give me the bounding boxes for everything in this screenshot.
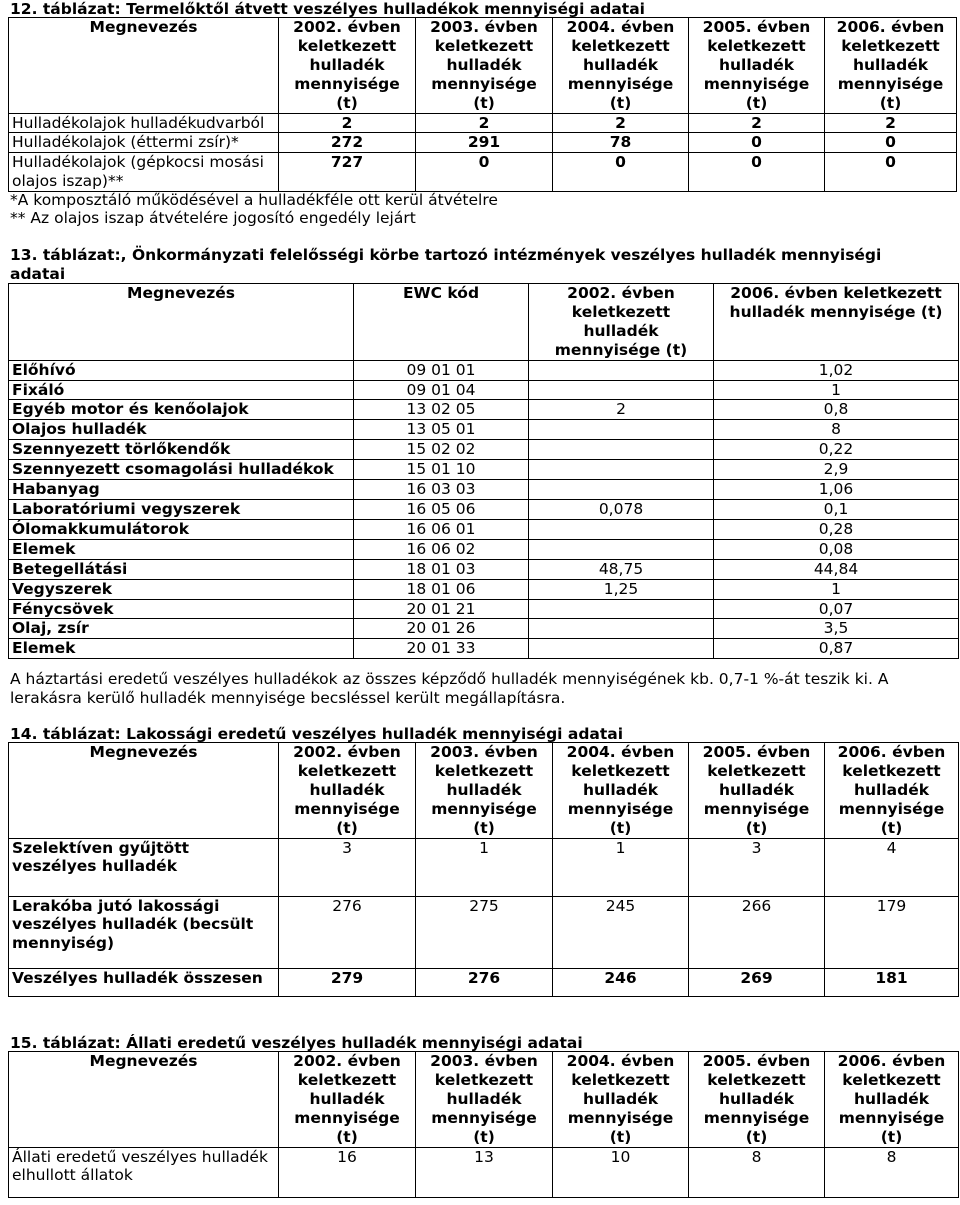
cell-value: 727 (279, 153, 416, 192)
row-label: Ólomakkumulátorok (9, 519, 354, 539)
ewc-code: 18 01 03 (354, 559, 529, 579)
row-label: Egyéb motor és kenőolajok (9, 400, 354, 420)
cell-value: 269 (689, 968, 825, 996)
table-row (9, 619, 959, 639)
cell-value: 266 (689, 896, 825, 968)
cell-value: 272 (279, 133, 416, 153)
cell-value-2006: 3,5 (714, 619, 959, 639)
cell-value: 0 (825, 133, 957, 153)
cell-value-2006: 0,1 (714, 499, 959, 519)
ewc-code: 20 01 33 (354, 639, 529, 659)
row-label: Hulladékolajok (éttermi zsír)* (9, 133, 279, 153)
cell-value: 0 (689, 153, 825, 192)
cell-value: 2 (689, 113, 825, 133)
row-label: Hulladékolajok (gépkocsi mosási olajos iszap)** (9, 153, 279, 192)
table-row (9, 499, 959, 519)
col-header: 2002. évben keletkezett hulladék mennyisége (t) (529, 284, 714, 361)
table-12-note-2: ** Az olajos iszap átvételére jogosító engedély lejárt (10, 209, 416, 227)
col-header: 2002. évben keletkezett hulladék mennyisége (t) (279, 18, 416, 114)
cell-value: 2 (553, 113, 689, 133)
table-row (9, 639, 959, 659)
cell-value-2006: 1,02 (714, 360, 959, 380)
row-label: Lerakóba jutó lakossági veszélyes hulladék (becsült mennyiség) (9, 896, 279, 968)
col-header: 2006. évben keletkezett hulladék mennyisége (t) (825, 743, 959, 839)
col-header: 2005. évben keletkezett hulladék mennyisége (t) (689, 18, 825, 114)
ewc-code: 20 01 21 (354, 599, 529, 619)
cell-value-2006: 1 (714, 579, 959, 599)
row-label: Hulladékolajok hulladékudvarból (9, 113, 279, 133)
row-label: Veszélyes hulladék összesen (9, 968, 279, 996)
row-label: Elemek (9, 639, 354, 659)
table-13-title: 13. táblázat:, Önkormányzati felelősségi körbe tartozó intézmények veszélyes hulladék mennyiségi adatai (10, 246, 882, 283)
table-row (9, 559, 959, 579)
cell-value-2002 (529, 380, 714, 400)
cell-value-2002: 0,078 (529, 499, 714, 519)
col-header: 2004. évben keletkezett hulladék mennyisége (t) (553, 743, 689, 839)
table-12-note-1: *A komposztáló működésével a hulladékféle ott kerül átvételre (10, 191, 498, 209)
cell-value: 2 (825, 113, 957, 133)
cell-value: 16 (279, 1147, 416, 1197)
table-row (9, 579, 959, 599)
ewc-code: 18 01 06 (354, 579, 529, 599)
ewc-code: 09 01 01 (354, 360, 529, 380)
row-label: Szennyezett törlőkendők (9, 440, 354, 460)
row-label: Fénycsövek (9, 599, 354, 619)
row-label: Szelektíven gyűjtött veszélyes hulladék (9, 838, 279, 896)
table-13-paragraph: A háztartási eredetű veszélyes hulladékok az összes képződő hulladék mennyiségének kb. 0,7-1 %-át teszik ki. A lerakásra kerülő hulladék mennyisége becsléssel került megállapításra. (10, 670, 889, 707)
cell-value-2002 (529, 460, 714, 480)
col-header: 2006. évben keletkezett hulladék mennyisége (t) (714, 284, 959, 361)
cell-value-2002 (529, 440, 714, 460)
cell-value: 3 (279, 838, 416, 896)
cell-value: 275 (416, 896, 553, 968)
table-row (9, 440, 959, 460)
table-row (9, 968, 959, 996)
cell-value-2002 (529, 420, 714, 440)
table-14 (8, 742, 959, 997)
cell-value-2002: 2 (529, 400, 714, 420)
ewc-code: 13 05 01 (354, 420, 529, 440)
cell-value: 13 (416, 1147, 553, 1197)
col-header: Megnevezés (9, 18, 279, 114)
table-12 (8, 17, 957, 192)
cell-value-2002 (529, 480, 714, 500)
table-row (9, 360, 959, 380)
table-row (9, 380, 959, 400)
ewc-code: 09 01 04 (354, 380, 529, 400)
table-row (9, 519, 959, 539)
ewc-code: 15 01 10 (354, 460, 529, 480)
cell-value-2006: 0,07 (714, 599, 959, 619)
cell-value: 0 (416, 153, 553, 192)
table-15 (8, 1051, 959, 1198)
cell-value-2002: 48,75 (529, 559, 714, 579)
table-row (9, 113, 957, 133)
col-header: 2002. évben keletkezett hulladék mennyisége (t) (279, 1052, 416, 1148)
col-header: 2005. évben keletkezett hulladék mennyisége (t) (689, 743, 825, 839)
cell-value: 246 (553, 968, 689, 996)
table-row (9, 539, 959, 559)
cell-value: 179 (825, 896, 959, 968)
row-label: Olaj, zsír (9, 619, 354, 639)
ewc-code: 20 01 26 (354, 619, 529, 639)
col-header: Megnevezés (9, 743, 279, 839)
cell-value: 10 (553, 1147, 689, 1197)
table-14-title: 14. táblázat: Lakossági eredetű veszélyes hulladék mennyiségi adatai (10, 725, 624, 743)
cell-value-2002 (529, 639, 714, 659)
cell-value-2002 (529, 619, 714, 639)
col-header: Megnevezés (9, 1052, 279, 1148)
col-header: 2006. évben keletkezett hulladék mennyisége (t) (825, 1052, 959, 1148)
cell-value: 1 (416, 838, 553, 896)
cell-value-2006: 0,22 (714, 440, 959, 460)
cell-value: 0 (825, 153, 957, 192)
cell-value: 276 (279, 896, 416, 968)
cell-value: 0 (553, 153, 689, 192)
ewc-code: 13 02 05 (354, 400, 529, 420)
cell-value: 8 (689, 1147, 825, 1197)
cell-value-2006: 0,08 (714, 539, 959, 559)
table-12-title: 12. táblázat: Termelőktől átvett veszélyes hulladékok mennyiségi adatai (10, 0, 645, 18)
table-row (9, 480, 959, 500)
col-header: EWC kód (354, 284, 529, 361)
col-header: 2005. évben keletkezett hulladék mennyisége (t) (689, 1052, 825, 1148)
cell-value-2006: 1 (714, 380, 959, 400)
cell-value-2006: 0,28 (714, 519, 959, 539)
cell-value-2002 (529, 360, 714, 380)
row-label: Olajos hulladék (9, 420, 354, 440)
col-header: 2003. évben keletkezett hulladék mennyisége (t) (416, 743, 553, 839)
table-row (9, 599, 959, 619)
ewc-code: 16 03 03 (354, 480, 529, 500)
ewc-code: 16 06 01 (354, 519, 529, 539)
table-row (9, 838, 959, 896)
row-label: Szennyezett csomagolási hulladékok (9, 460, 354, 480)
ewc-code: 15 02 02 (354, 440, 529, 460)
cell-value: 4 (825, 838, 959, 896)
cell-value: 2 (416, 113, 553, 133)
cell-value: 3 (689, 838, 825, 896)
table-row (9, 133, 957, 153)
cell-value: 245 (553, 896, 689, 968)
table-row (9, 153, 957, 192)
row-label: Fixáló (9, 380, 354, 400)
col-header: 2003. évben keletkezett hulladék mennyisége (t) (416, 1052, 553, 1148)
row-label: Elemek (9, 539, 354, 559)
cell-value-2006: 1,06 (714, 480, 959, 500)
cell-value-2006: 0,8 (714, 400, 959, 420)
ewc-code: 16 06 02 (354, 539, 529, 559)
cell-value-2002 (529, 539, 714, 559)
table-row (9, 1147, 959, 1197)
col-header: 2002. évben keletkezett hulladék mennyisége (t) (279, 743, 416, 839)
cell-value-2002: 1,25 (529, 579, 714, 599)
cell-value-2006: 0,87 (714, 639, 959, 659)
row-label: Előhívó (9, 360, 354, 380)
cell-value: 2 (279, 113, 416, 133)
row-label: Betegellátási (9, 559, 354, 579)
table-row (9, 896, 959, 968)
cell-value: 0 (689, 133, 825, 153)
table-row (9, 420, 959, 440)
col-header: 2004. évben keletkezett hulladék mennyisége (t) (553, 1052, 689, 1148)
table-row (9, 460, 959, 480)
row-label: Állati eredetű veszélyes hulladék elhullott állatok (9, 1147, 279, 1197)
cell-value-2006: 2,9 (714, 460, 959, 480)
table-13 (8, 283, 959, 659)
cell-value-2002 (529, 519, 714, 539)
cell-value: 279 (279, 968, 416, 996)
ewc-code: 16 05 06 (354, 499, 529, 519)
col-header: 2006. évben keletkezett hulladék mennyisége (t) (825, 18, 957, 114)
col-header: Megnevezés (9, 284, 354, 361)
cell-value: 181 (825, 968, 959, 996)
row-label: Habanyag (9, 480, 354, 500)
col-header: 2003. évben keletkezett hulladék mennyisége (t) (416, 18, 553, 114)
cell-value-2006: 44,84 (714, 559, 959, 579)
cell-value: 276 (416, 968, 553, 996)
col-header: 2004. évben keletkezett hulladék mennyisége (t) (553, 18, 689, 114)
table-row (9, 400, 959, 420)
cell-value: 78 (553, 133, 689, 153)
cell-value: 8 (825, 1147, 959, 1197)
row-label: Laboratóriumi vegyszerek (9, 499, 354, 519)
cell-value: 291 (416, 133, 553, 153)
table-15-title: 15. táblázat: Állati eredetű veszélyes hulladék mennyiségi adatai (10, 1034, 583, 1052)
cell-value-2002 (529, 599, 714, 619)
cell-value-2006: 8 (714, 420, 959, 440)
cell-value: 1 (553, 838, 689, 896)
row-label: Vegyszerek (9, 579, 354, 599)
